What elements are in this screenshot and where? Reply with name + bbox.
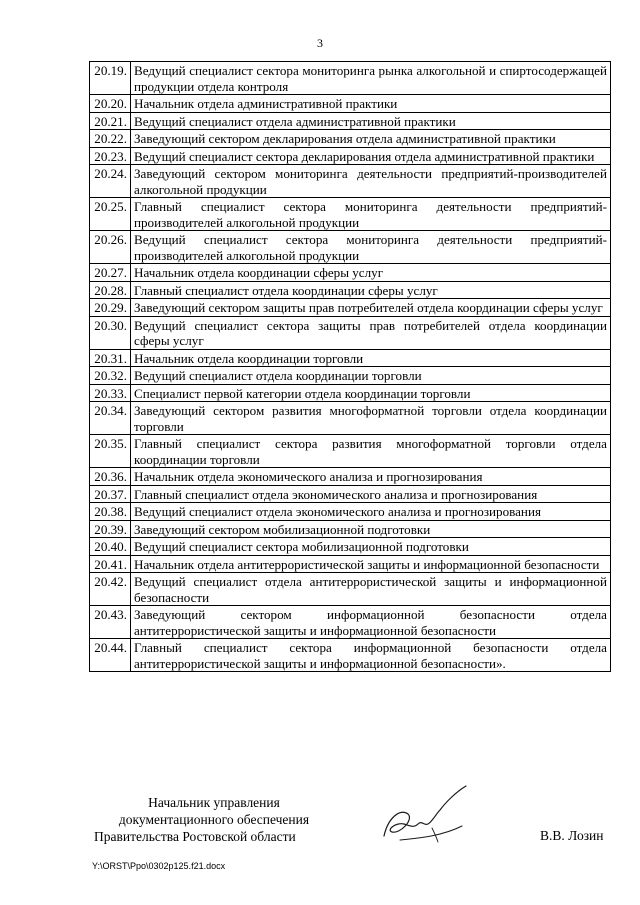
row-position-title: Главный специалист отдела экономического анализа и прогнозирования	[131, 485, 611, 503]
row-number: 20.21.	[90, 112, 131, 130]
positions-table	[89, 61, 611, 672]
row-position-title: Заведующий сектором информационной безопасности отдела антитеррористической защиты и информационной безопасности	[131, 606, 611, 639]
table-row	[90, 281, 611, 299]
signer-title	[94, 794, 334, 845]
signer-title-line-1: Начальник управления	[148, 795, 280, 810]
table-row	[90, 555, 611, 573]
row-number: 20.27.	[90, 264, 131, 282]
row-position-title: Ведущий специалист сектора мониторинга рынка алкогольной и спиртосодержащей продукции отдела контроля	[131, 62, 611, 95]
row-position-title: Ведущий специалист сектора мобилизационной подготовки	[131, 538, 611, 556]
positions-table-body	[90, 62, 611, 672]
table-row	[90, 573, 611, 606]
signer-title-line-2: документационного обеспечения	[118, 812, 310, 827]
table-row	[90, 198, 611, 231]
row-number: 20.30.	[90, 316, 131, 349]
row-number: 20.37.	[90, 485, 131, 503]
row-position-title: Ведущий специалист отдела административной практики	[131, 112, 611, 130]
table-row	[90, 520, 611, 538]
table-row	[90, 367, 611, 385]
row-number: 20.20.	[90, 95, 131, 113]
row-number: 20.24.	[90, 165, 131, 198]
row-number: 20.25.	[90, 198, 131, 231]
row-position-title: Начальник отдела антитеррористической защиты и информационной безопасности	[131, 555, 611, 573]
table-row	[90, 231, 611, 264]
row-position-title: Специалист первой категории отдела координации торговли	[131, 384, 611, 402]
row-number: 20.35.	[90, 435, 131, 468]
row-position-title: Заведующий сектором развития многоформатной торговли отдела координации торговли	[131, 402, 611, 435]
row-position-title: Начальник отдела административной практики	[131, 95, 611, 113]
row-number: 20.31.	[90, 349, 131, 367]
row-position-title: Ведущий специалист отдела координации торговли	[131, 367, 611, 385]
table-row	[90, 349, 611, 367]
row-position-title: Заведующий сектором декларирования отдела административной практики	[131, 130, 611, 148]
row-number: 20.39.	[90, 520, 131, 538]
signer-title-line-3: Правительства Ростовской области	[94, 829, 296, 844]
row-position-title: Заведующий сектором мобилизационной подготовки	[131, 520, 611, 538]
table-row	[90, 95, 611, 113]
table-row	[90, 503, 611, 521]
row-position-title: Главный специалист сектора развития многоформатной торговли отдела координации торговли	[131, 435, 611, 468]
row-position-title: Ведущий специалист сектора декларирования отдела административной практики	[131, 147, 611, 165]
row-number: 20.19.	[90, 62, 131, 95]
row-number: 20.36.	[90, 468, 131, 486]
row-position-title: Ведущий специалист сектора мониторинга деятельности предприятий-производителей алкогольной продукции	[131, 231, 611, 264]
row-number: 20.29.	[90, 299, 131, 317]
row-number: 20.22.	[90, 130, 131, 148]
row-position-title: Начальник отдела координации торговли	[131, 349, 611, 367]
row-position-title: Главный специалист сектора мониторинга деятельности предприятий-производителей алкогольной продукции	[131, 198, 611, 231]
row-number: 20.44.	[90, 639, 131, 672]
row-position-title: Ведущий специалист отдела антитеррористической защиты и информационной безопасности	[131, 573, 611, 606]
row-number: 20.43.	[90, 606, 131, 639]
row-number: 20.33.	[90, 384, 131, 402]
signer-name: В.В. Лозин	[540, 828, 604, 843]
row-position-title: Начальник отдела координации сферы услуг	[131, 264, 611, 282]
row-number: 20.42.	[90, 573, 131, 606]
table-row	[90, 639, 611, 672]
table-row	[90, 62, 611, 95]
row-position-title: Заведующий сектором мониторинга деятельности предприятий-производителей алкогольной продукции	[131, 165, 611, 198]
table-row	[90, 264, 611, 282]
row-position-title: Ведущий специалист сектора защиты прав потребителей отдела координации сферы услуг	[131, 316, 611, 349]
row-number: 20.28.	[90, 281, 131, 299]
row-position-title: Заведующий сектором защиты прав потребителей отдела координации сферы услуг	[131, 299, 611, 317]
row-position-title: Начальник отдела экономического анализа и прогнозирования	[131, 468, 611, 486]
row-position-title: Главный специалист сектора информационной безопасности отдела антитеррористической защиты и информационной безопасности».	[131, 639, 611, 672]
table-row	[90, 316, 611, 349]
row-number: 20.26.	[90, 231, 131, 264]
file-path: Y:\ORST\Ppo\0302p125.f21.docx	[92, 861, 226, 871]
table-row	[90, 299, 611, 317]
table-row	[90, 147, 611, 165]
row-number: 20.41.	[90, 555, 131, 573]
row-position-title: Главный специалист отдела координации сферы услуг	[131, 281, 611, 299]
table-row	[90, 538, 611, 556]
row-number: 20.34.	[90, 402, 131, 435]
page-number: 3	[317, 36, 323, 50]
table-row	[90, 402, 611, 435]
row-number: 20.23.	[90, 147, 131, 165]
table-row	[90, 130, 611, 148]
table-row	[90, 485, 611, 503]
table-row	[90, 606, 611, 639]
table-row	[90, 468, 611, 486]
row-position-title: Ведущий специалист отдела экономического анализа и прогнозирования	[131, 503, 611, 521]
table-row	[90, 435, 611, 468]
handwritten-signature	[370, 778, 480, 850]
row-number: 20.38.	[90, 503, 131, 521]
row-number: 20.40.	[90, 538, 131, 556]
table-row	[90, 165, 611, 198]
table-row	[90, 384, 611, 402]
table-row	[90, 112, 611, 130]
row-number: 20.32.	[90, 367, 131, 385]
